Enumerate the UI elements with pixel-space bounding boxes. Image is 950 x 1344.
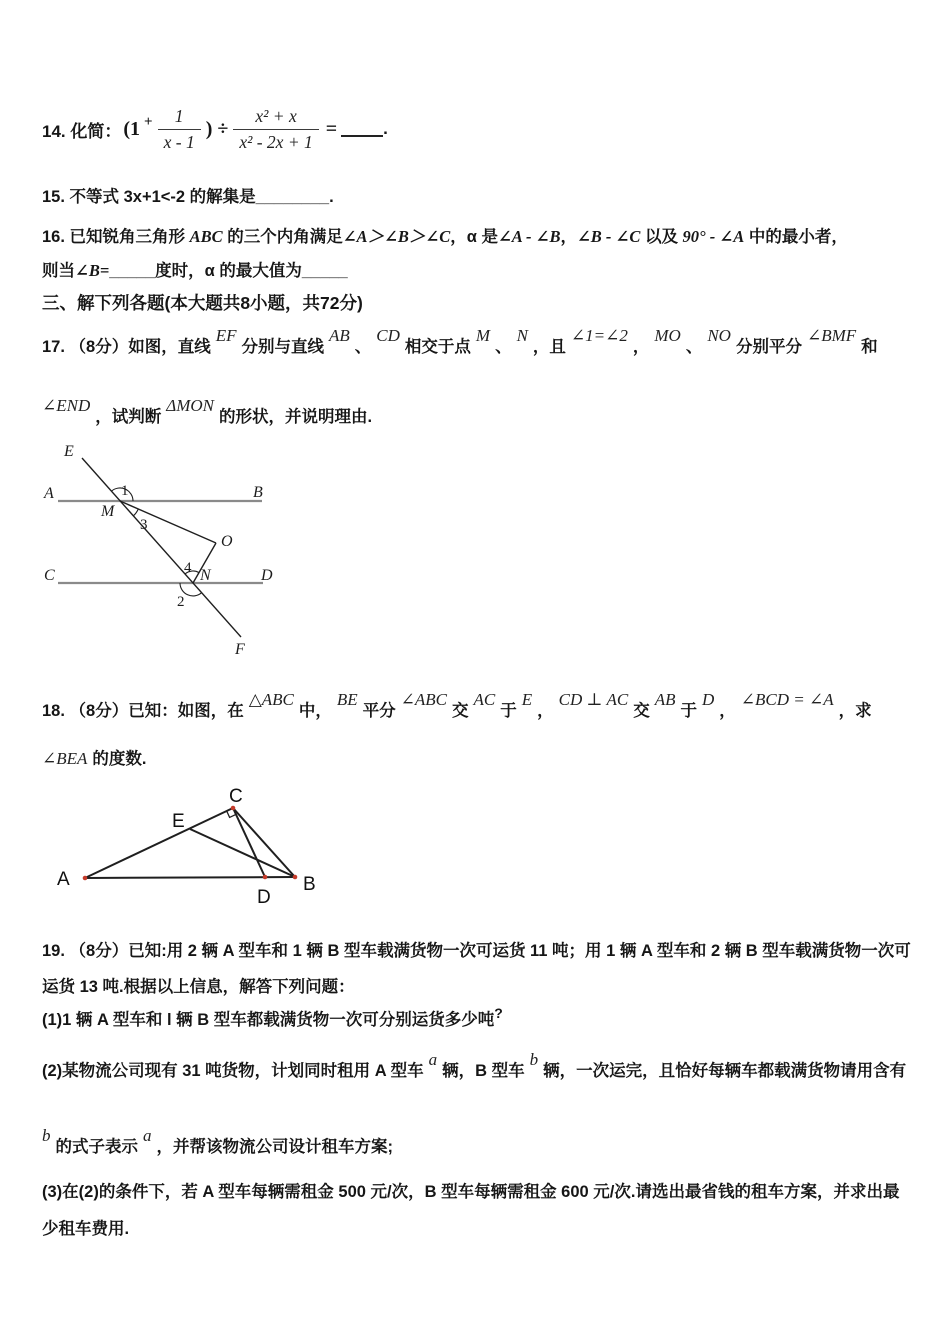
- point-label-E: E: [64, 443, 74, 460]
- text-run: 的式子表示: [55, 1138, 138, 1156]
- point-label-B: B: [253, 484, 263, 501]
- q14-frac1-denominator: x - 1: [163, 131, 195, 152]
- text-run: ，: [632, 338, 650, 356]
- side-AC: [85, 808, 233, 878]
- question-19-line2: [42, 976, 355, 999]
- math-run: ∠END: [42, 396, 91, 415]
- point-label-B: B: [303, 874, 316, 895]
- text-run: ，且: [532, 338, 566, 356]
- math-run: ∠B=: [75, 261, 110, 280]
- q14-frac2-denominator: x² - 2x + 1: [239, 131, 313, 152]
- text-run: (3)在(2)的条件下，若 A 型车每辆需租金 500 元/次，B 型车每辆需租金 600 元/次.请选出最省钱的租车方案，并求出最: [42, 1183, 900, 1201]
- text-run: 分别平分: [735, 338, 802, 356]
- math-run: ∠BCD = ∠A: [740, 690, 834, 709]
- math-run: CD: [376, 326, 400, 345]
- math-run: ΔMON: [166, 396, 215, 415]
- question-18-line2: [42, 748, 147, 771]
- math-run: MO: [654, 326, 681, 345]
- text-run: 18. （8分）已知：如图，在: [42, 702, 244, 720]
- question-17-line1: [42, 326, 878, 359]
- segment-EB: [190, 829, 295, 877]
- angle-label-4: 4: [184, 560, 192, 576]
- segment-MO: [120, 501, 216, 543]
- math-run: ∠1=∠2: [570, 326, 628, 345]
- segment-CD: [233, 808, 265, 877]
- text-run: ，并帮该物流公司设计租车方案;: [156, 1138, 393, 1156]
- question-19-part3-line2: [42, 1218, 129, 1241]
- text-run: ，求: [838, 702, 872, 720]
- text-run: 19. （8分）已知:用 2 辆 A 型车和 1 辆 B 型车载满货物一次可运货 11 吨；用 1 辆 A 型车和 2 辆 B 型车载满货物一次可: [42, 942, 911, 960]
- text-run: 17. （8分）如图，直线: [42, 338, 211, 356]
- point-label-C: C: [44, 567, 55, 584]
- q14-frac1-numerator: 1: [158, 106, 201, 130]
- q17-geometry-figure: [30, 440, 290, 665]
- vertex-dot-B: [293, 875, 298, 880]
- text-run: 于: [680, 702, 697, 720]
- text-run: ，α 是: [450, 228, 498, 246]
- text-run: 16. 已知锐角三角形: [42, 228, 190, 246]
- text-run: _____度时，α 的最大值为_____: [109, 262, 348, 280]
- question-19-part1: [42, 1005, 503, 1032]
- text-run: 的三个内角满足: [222, 228, 343, 246]
- text-run: 、: [354, 338, 372, 356]
- math-run: AC: [473, 690, 496, 709]
- math-run: E: [521, 690, 533, 709]
- text-run: 交: [633, 702, 650, 720]
- math-run: AB: [654, 690, 676, 709]
- question-19-part2-line1: [42, 1050, 907, 1083]
- text-run: 以及: [640, 228, 683, 246]
- text-run: 、: [495, 338, 512, 356]
- math-run: D: [701, 690, 715, 709]
- text-run: 中的最小者，: [744, 228, 848, 246]
- text-run: 平分: [362, 702, 396, 720]
- point-label-E: E: [172, 811, 185, 832]
- math-run: ∠BMF: [806, 326, 857, 345]
- question-mark-superscript: ?: [494, 1005, 503, 1021]
- text-run: 辆，B 型车: [442, 1062, 525, 1080]
- text-run: 交: [452, 702, 469, 720]
- point-label-F: F: [235, 641, 245, 658]
- math-run: b: [529, 1050, 539, 1069]
- point-label-C: C: [229, 786, 243, 807]
- math-run: a: [143, 1126, 152, 1145]
- text-run: 运货 13 吨.根据以上信息，解答下列问题：: [42, 978, 355, 996]
- question-18-line1: [42, 690, 872, 723]
- point-label-O: O: [221, 533, 233, 550]
- question-16-line2: [42, 260, 348, 283]
- text-run: 的形状，并说明理由.: [219, 408, 373, 426]
- angle-arc-3: [133, 509, 138, 516]
- q14-fraction-1: [158, 106, 201, 153]
- point-label-A: A: [57, 869, 70, 890]
- math-run: M: [475, 326, 491, 345]
- q14-fraction-2: [233, 106, 318, 153]
- vertex-dot-D: [263, 875, 268, 880]
- section-heading-text: 三、解下列各题(本大题共8小题，共72分): [42, 293, 363, 313]
- math-run: △ABC: [248, 690, 294, 709]
- point-label-A: A: [44, 485, 54, 502]
- math-run: NO: [707, 326, 731, 345]
- line-EF: [82, 458, 241, 637]
- question-15: [42, 186, 334, 209]
- answer-blank: [341, 121, 383, 137]
- text-run: 于: [500, 702, 517, 720]
- text-run: (1)1 辆 A 型车和 l 辆 B 型车都载满货物一次可分别运货多少吨: [42, 1011, 495, 1029]
- q18-geometry-figure: [40, 780, 340, 912]
- math-run: b: [42, 1126, 51, 1145]
- section-heading: [42, 292, 363, 316]
- question-17-line2: [42, 396, 373, 429]
- text-run: 相交于点: [404, 338, 471, 356]
- question-19-part2-line2: [42, 1126, 393, 1159]
- math-run: BE: [336, 690, 358, 709]
- text-run: ，: [537, 702, 554, 720]
- math-run: N: [516, 326, 528, 345]
- text-run: 则当: [42, 262, 75, 280]
- q14-open-paren: (1: [123, 117, 141, 140]
- q14-frac2-numerator: x² + x: [233, 106, 318, 130]
- math-run: CD ⊥ AC: [558, 690, 629, 709]
- q14-plus-sign: +: [144, 113, 153, 130]
- vertex-dot-A: [83, 876, 88, 881]
- math-run: 90° - ∠A: [682, 227, 745, 246]
- q14-label: 14. 化简：: [42, 121, 122, 141]
- text-run: ，: [719, 702, 736, 720]
- text-run: 分别与直线: [241, 338, 324, 356]
- text-run: 和: [861, 338, 878, 356]
- math-run: EF: [215, 326, 237, 345]
- angle-label-1: 1: [121, 483, 129, 499]
- text-run: ，: [560, 228, 577, 246]
- angle-label-2: 2: [177, 594, 185, 610]
- question-19-part3-line1: [42, 1181, 899, 1204]
- point-label-M: M: [101, 503, 115, 520]
- point-label-N: N: [200, 567, 211, 584]
- text-run: ，试判断: [95, 408, 162, 426]
- side-CB: [233, 808, 295, 877]
- math-run: ∠A＞∠B＞∠C: [342, 227, 451, 246]
- text-run: 少租车费用.: [42, 1220, 130, 1238]
- q14-period: .: [383, 119, 388, 138]
- q14-equals-sign: =: [325, 117, 338, 140]
- math-run: ∠ABC: [400, 690, 448, 709]
- text-run: (2)某物流公司现有 31 吨货物，计划同时租用 A 型车: [42, 1062, 424, 1080]
- question-19-line1: [42, 940, 911, 963]
- math-run: ∠BEA: [42, 749, 88, 768]
- point-label-D: D: [257, 887, 271, 908]
- question-14: [42, 96, 388, 162]
- math-run: ABC: [189, 227, 223, 246]
- math-run: a: [428, 1050, 438, 1069]
- angle-label-3: 3: [140, 517, 148, 533]
- math-run: ∠A - ∠B: [497, 227, 561, 246]
- question-16-line1: [42, 226, 848, 249]
- q14-divide-sign: ) ÷: [205, 117, 229, 140]
- text-run: 的度数.: [92, 750, 147, 768]
- text-run: 中，: [298, 702, 332, 720]
- text-run: 辆，一次运完，且恰好每辆车都载满货物请用含有: [543, 1062, 907, 1080]
- q15-text: 15. 不等式 3x+1<-2 的解集是________.: [42, 188, 334, 206]
- math-run: AB: [328, 326, 350, 345]
- math-run: ∠B - ∠C: [576, 227, 641, 246]
- text-run: 、: [685, 338, 703, 356]
- point-label-D: D: [261, 567, 273, 584]
